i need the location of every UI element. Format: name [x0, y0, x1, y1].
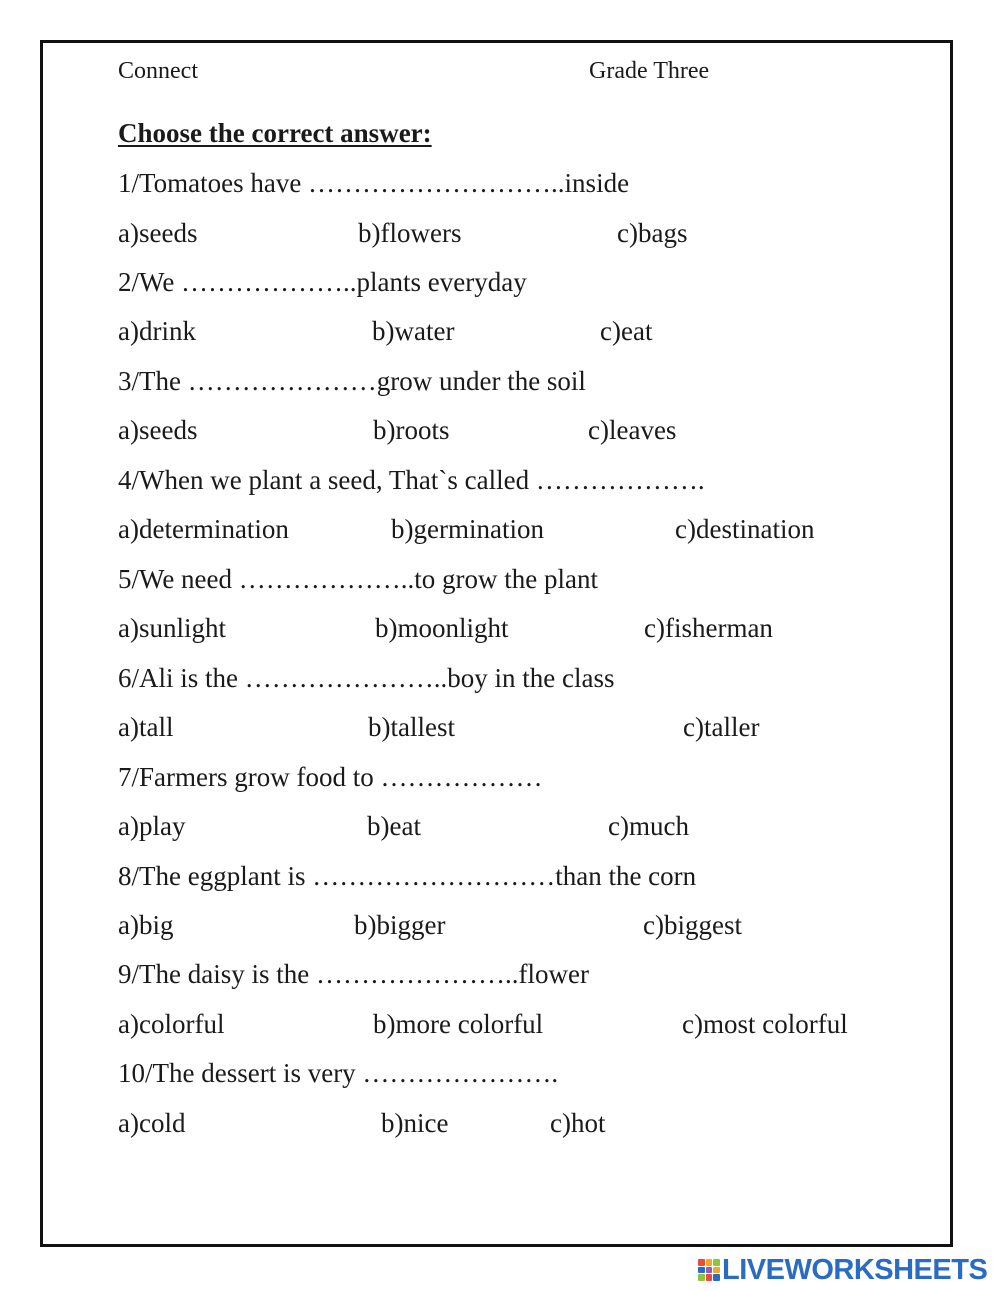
option-a[interactable]: a)colorful — [118, 1009, 225, 1039]
header-grade: Grade Three — [589, 58, 710, 84]
question-text: 7/Farmers grow food to ……………… — [118, 762, 543, 792]
option-a[interactable]: a)seeds — [118, 218, 198, 248]
liveworksheets-logo[interactable] — [698, 1255, 987, 1285]
option-a[interactable]: a)big — [118, 910, 174, 940]
question-text: 8/The eggplant is ………………………than the corn — [118, 861, 697, 891]
question-text: 6/Ali is the …………………..boy in the class — [118, 663, 615, 693]
option-a[interactable]: a)drink — [118, 316, 196, 346]
option-b[interactable]: b)water — [372, 316, 455, 346]
option-a[interactable]: a)seeds — [118, 415, 198, 445]
logo-text: LIVEWORKSHEETS — [722, 1254, 988, 1286]
question-text: 10/The dessert is very …………………. — [118, 1058, 559, 1088]
option-b[interactable]: b)nice — [381, 1108, 449, 1138]
option-c[interactable]: c)taller — [683, 712, 760, 742]
option-c[interactable]: c)biggest — [643, 910, 742, 940]
option-b[interactable]: b)bigger — [354, 910, 446, 940]
option-a[interactable]: a)tall — [118, 712, 174, 742]
worksheet-title: Choose the correct answer: — [118, 118, 432, 148]
option-c[interactable]: c)destination — [675, 514, 815, 544]
question-text: 4/When we plant a seed, That`s called ………………. — [118, 465, 705, 495]
option-c[interactable]: c)most colorful — [682, 1009, 848, 1039]
option-a[interactable]: a)determination — [118, 514, 289, 544]
option-b[interactable]: b)roots — [373, 415, 450, 445]
option-c[interactable]: c)bags — [617, 218, 688, 248]
question-text: 2/We ………………..plants everyday — [118, 267, 527, 297]
option-a[interactable]: a)play — [118, 811, 186, 841]
option-c[interactable]: c)hot — [550, 1108, 606, 1138]
option-b[interactable]: b)germination — [391, 514, 544, 544]
option-b[interactable]: b)eat — [367, 811, 421, 841]
option-b[interactable]: b)tallest — [368, 712, 455, 742]
option-b[interactable]: b)flowers — [358, 218, 462, 248]
option-c[interactable]: c)much — [608, 811, 689, 841]
option-c[interactable]: c)fisherman — [644, 613, 773, 643]
question-text: 5/We need ………………..to grow the plant — [118, 564, 598, 594]
logo-icon — [698, 1259, 720, 1281]
option-c[interactable]: c)eat — [600, 316, 653, 346]
question-text: 9/The daisy is the …………………..flower — [118, 959, 589, 989]
question-text: 1/Tomatoes have ………………………..inside — [118, 168, 630, 198]
option-b[interactable]: b)more colorful — [373, 1009, 544, 1039]
option-c[interactable]: c)leaves — [588, 415, 677, 445]
option-a[interactable]: a)cold — [118, 1108, 186, 1138]
option-a[interactable]: a)sunlight — [118, 613, 226, 643]
option-b[interactable]: b)moonlight — [375, 613, 509, 643]
question-text: 3/The …………………grow under the soil — [118, 366, 586, 396]
header-school: Connect — [118, 58, 198, 84]
